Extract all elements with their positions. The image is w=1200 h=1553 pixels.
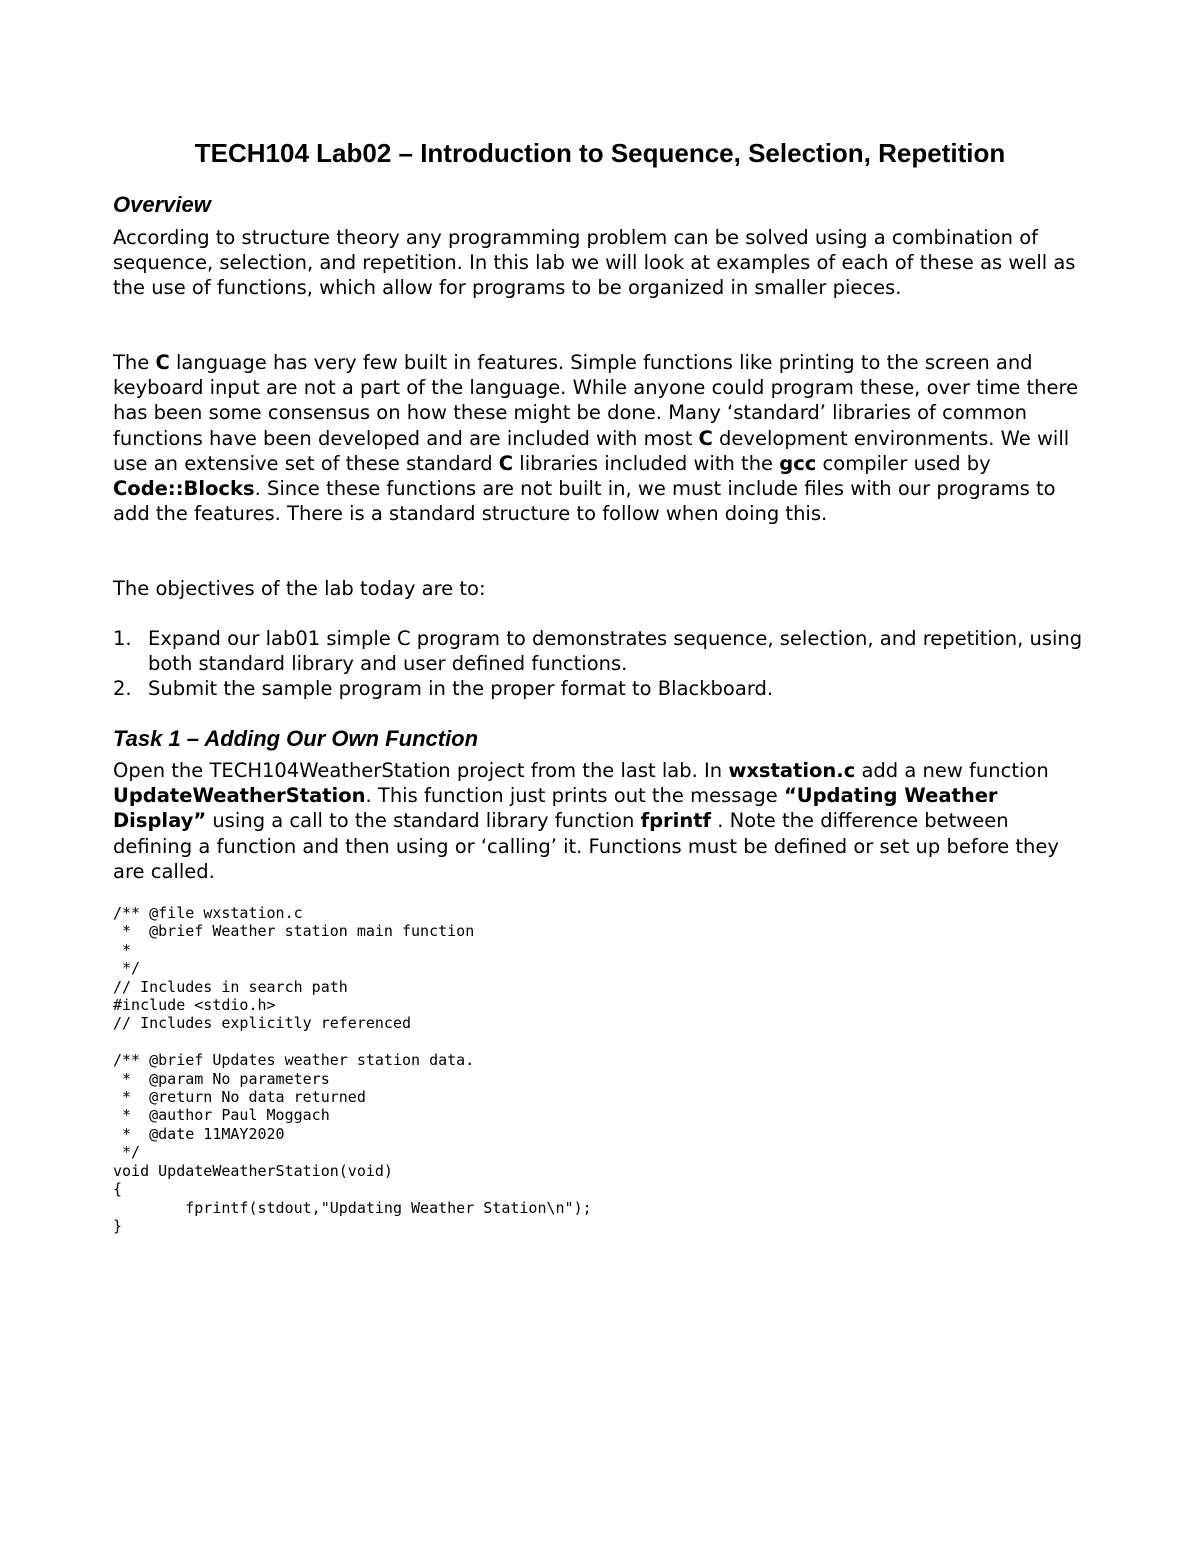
overview-paragraph-2 [113, 350, 1093, 526]
codeblocks-term: Code::Blocks [113, 477, 255, 501]
text-span: . This function just prints out the message [365, 784, 784, 808]
filename-term: wxstation.c [728, 759, 856, 782]
list-number: 2. [113, 677, 132, 701]
text-span: . Since these functions are not built in, we must include files with our programs to add the features. There is a standard structure to follow when doing this. [113, 477, 1056, 526]
code-listing: /** @file wxstation.c * @brief Weather station main function * */ // Includes in search path #include <stdio.h> // Includes explicitly referenced /** @brief Updates weather station data. * @param No parameters * @return No data returned * @author Paul Moggach * @date 11MAY2020 */ void UpdateWeatherStation(void) { fprintf(stdout,"Updating Weather Station\n"); } [113, 904, 592, 1235]
objectives-list [113, 626, 1093, 702]
task1-heading: Task 1 – Adding Our Own Function [113, 726, 479, 751]
task1-paragraph [113, 758, 1093, 884]
text-span: compiler used by [816, 451, 991, 475]
text-span: add a new function [855, 759, 1049, 782]
list-item [113, 676, 1093, 701]
message-term: “Updating Weather Display” [113, 784, 998, 833]
text-span: using a call to the standard library function [206, 809, 641, 833]
list-item-text: Expand our lab01 simple C program to demonstrates sequence, selection, and repetition, using both standard library and user defined functions. [148, 627, 1083, 676]
function-name-term: UpdateWeatherStation [113, 784, 366, 808]
fprintf-term: fprintf [640, 809, 712, 833]
list-item [113, 626, 1093, 676]
c-language-term: C [155, 351, 170, 374]
gcc-term: gcc [779, 451, 817, 475]
list-item-text: Submit the sample program in the proper format to Blackboard. [148, 677, 774, 701]
c-language-term: C [498, 451, 514, 475]
text-span: libraries included with the [513, 451, 780, 475]
c-language-term: C [698, 426, 713, 450]
overview-heading: Overview [113, 192, 211, 217]
text-span: . Note the difference between defining a function and then using or ‘calling’ it. Functions must be defined or set up before they are called. [113, 809, 1059, 883]
objectives-intro: The objectives of the lab today are to: [113, 577, 486, 600]
text-span: language has very few built in features. Simple functions like printing to the screen and keyboard input are not a part of the language. While anyone could program these, over time there has been some consensus on how these might be done. Many ‘standard’ libraries of common functions have been developed and are included with most [113, 351, 1079, 450]
text-span: development environments. We will use an extensive set of these standard [113, 426, 1070, 475]
list-number: 1. [113, 627, 132, 650]
text-span: The [113, 351, 156, 374]
overview-paragraph-1: According to structure theory any programming problem can be solved using a combination of sequence, selection, and repetition. In this lab we will look at examples of each of these as well as the use of functions, which allow for programs to be organized in smaller pieces. [113, 226, 1076, 300]
text-span: Open the TECH104WeatherStation project from the last lab. In [113, 759, 729, 782]
page-title: TECH104 Lab02 – Introduction to Sequence, Selection, Repetition [194, 138, 1006, 168]
